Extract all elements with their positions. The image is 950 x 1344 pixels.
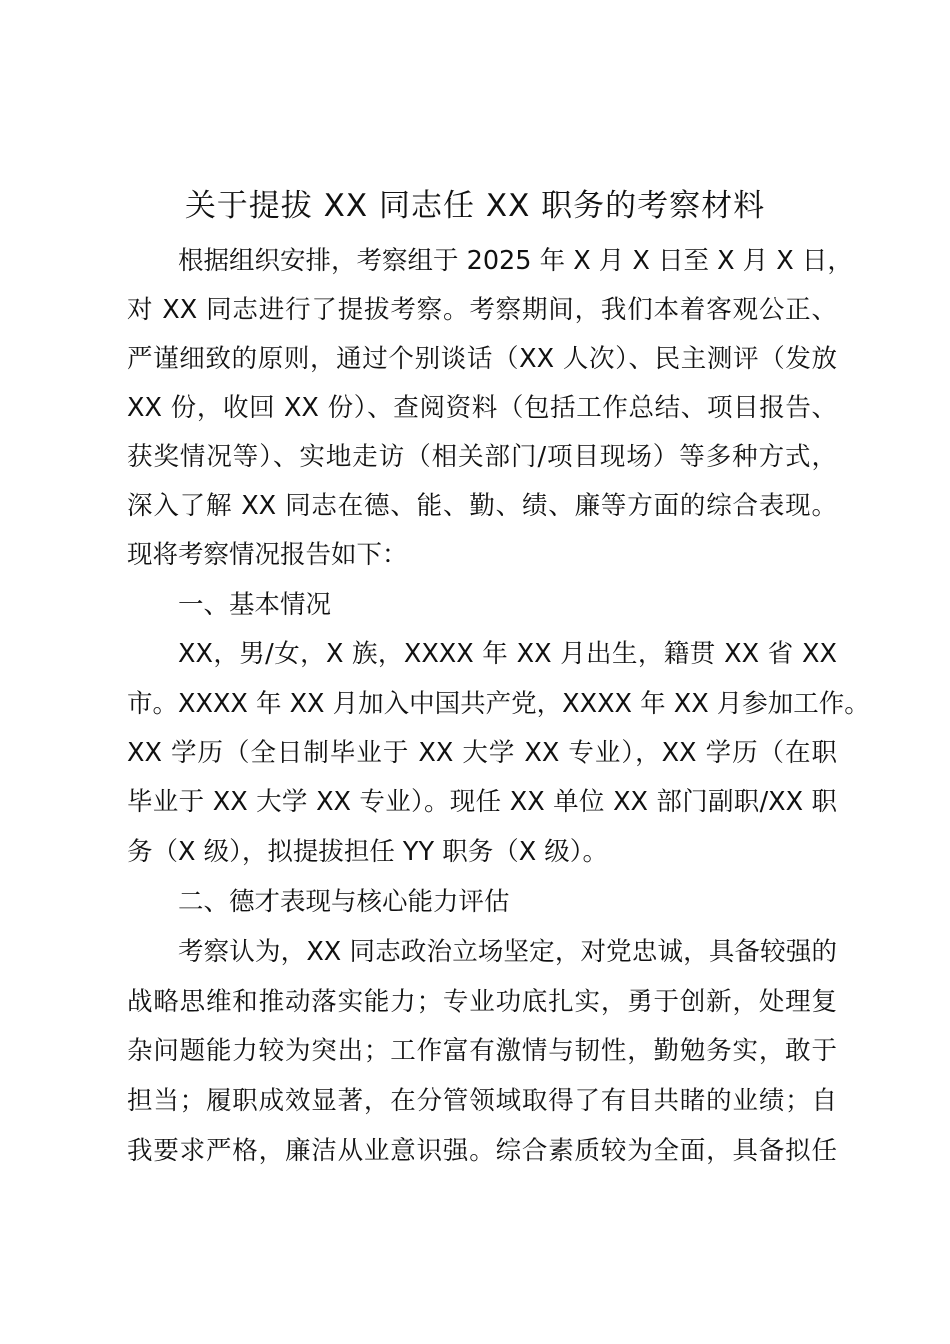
paragraph-line: XX 学历（全日制毕业于 XX 大学 XX 专业），XX 学历（在职: [127, 738, 837, 768]
paragraph-line: 战略思维和推动落实能力；专业功底扎实，勇于创新，处理复: [127, 987, 837, 1017]
paragraph-line: 根据组织安排，考察组于 2025 年 X 月 X 日至 X 月 X 日，: [178, 246, 853, 276]
paragraph-line: 担当；履职成效显著，在分管领域取得了有目共睹的业绩；自: [127, 1086, 837, 1116]
document-title: 关于提拔 XX 同志任 XX 职务的考察材料: [184, 188, 766, 224]
paragraph-line: XX，男/女，X 族，XXXX 年 XX 月出生，籍贯 XX 省 XX: [178, 639, 837, 669]
paragraph-line: 杂问题能力较为突出；工作富有激情与韧性，勤勉务实，敢于: [127, 1036, 837, 1066]
paragraph-line: 毕业于 XX 大学 XX 专业）。现任 XX 单位 XX 部门副职/XX 职: [127, 787, 837, 817]
paragraph-line: 考察认为，XX 同志政治立场坚定，对党忠诚，具备较强的: [178, 937, 837, 967]
paragraph-line: 我要求严格，廉洁从业意识强。综合素质较为全面，具备拟任: [127, 1136, 837, 1166]
paragraph-line: 务（X 级），拟提拔担任 YY 职务（X 级）。: [127, 837, 609, 867]
paragraph-line: 市。XXXX 年 XX 月加入中国共产党，XXXX 年 XX 月参加工作。: [127, 689, 870, 719]
paragraph-line: 深入了解 XX 同志在德、能、勤、绩、廉等方面的综合表现。: [127, 491, 837, 521]
section-heading-evaluation: 二、德才表现与核心能力评估: [178, 887, 510, 917]
section-heading-basic-info: 一、基本情况: [178, 590, 332, 620]
paragraph-line: XX 份，收回 XX 份）、查阅资料（包括工作总结、项目报告、: [127, 393, 837, 423]
paragraph-line: 获奖情况等）、实地走访（相关部门/项目现场）等多种方式，: [127, 442, 837, 472]
paragraph-line: 严谨细致的原则，通过个别谈话（XX 人次）、民主测评（发放: [127, 344, 837, 374]
paragraph-line: 对 XX 同志进行了提拔考察。考察期间，我们本着客观公正、: [127, 295, 837, 325]
paragraph-line: 现将考察情况报告如下：: [127, 540, 408, 570]
